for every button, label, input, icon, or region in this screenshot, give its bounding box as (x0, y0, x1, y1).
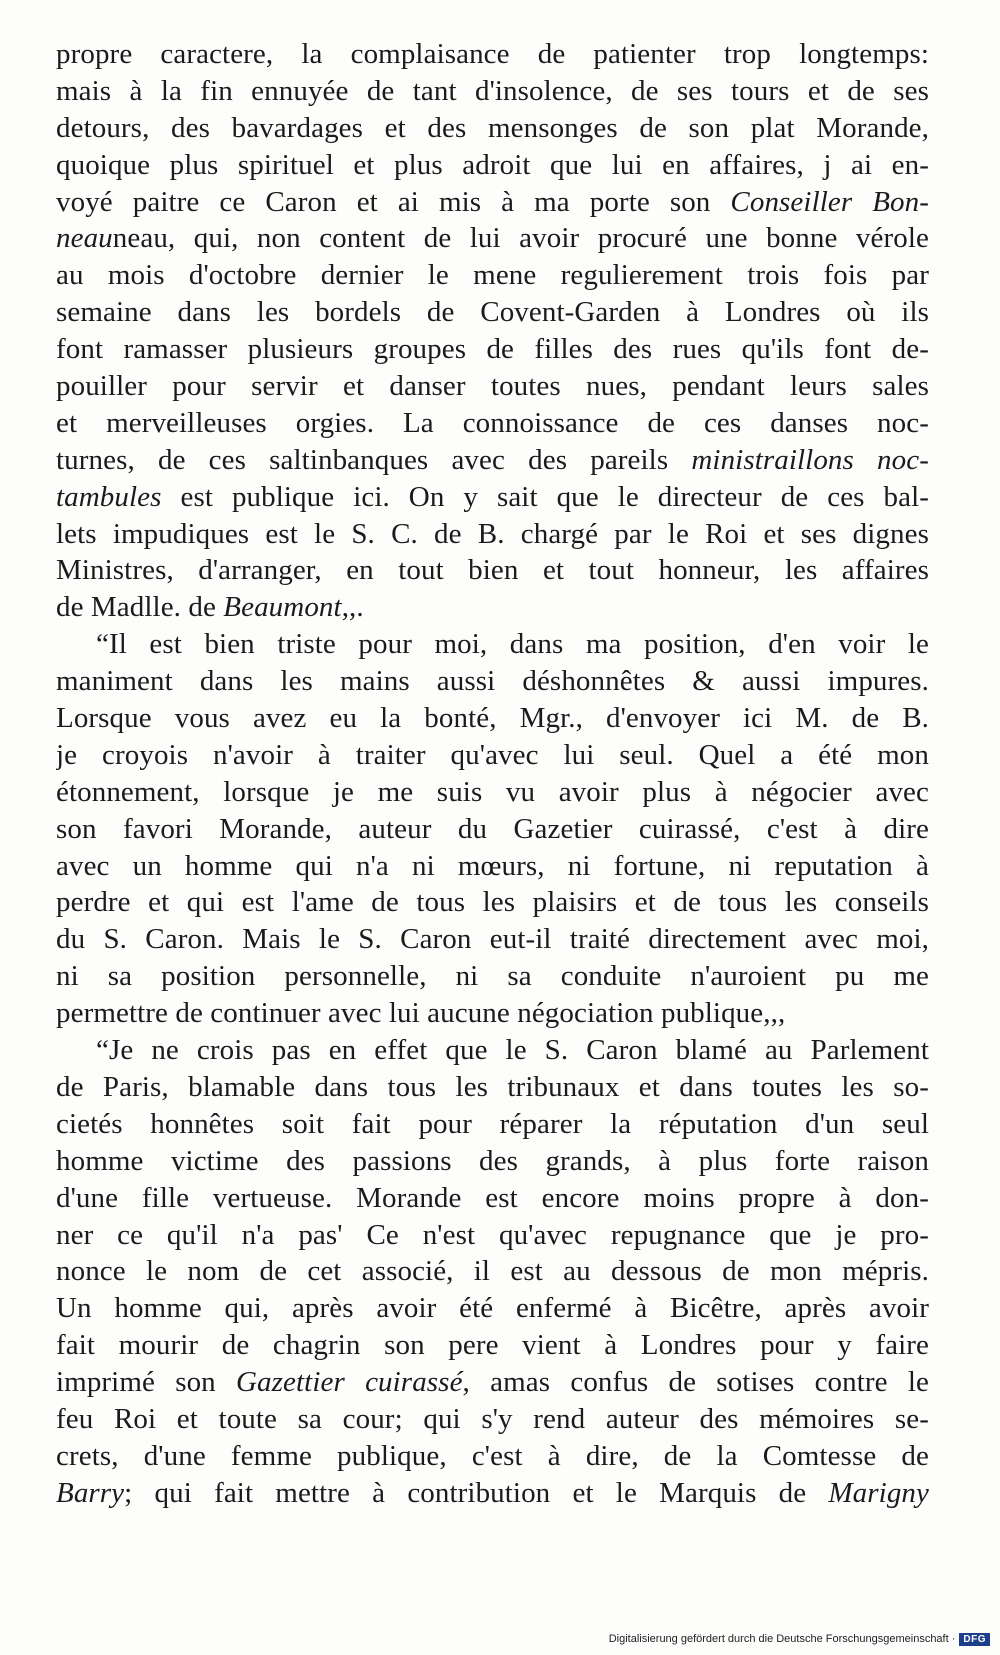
text-line (56, 1475, 929, 1512)
text-line (56, 589, 929, 626)
credit-text: Digitalisierung gefördert durch die Deutsche Forschungsgemeinschaft · (608, 1633, 956, 1645)
text-line: perdre et qui est l'ame de tous les plaisirs et de tous les conseils (56, 886, 929, 919)
text-segment: imprimé son (56, 1366, 237, 1399)
text-line: et merveilleuses orgies. La connoissance de ces danses noc- (56, 406, 929, 439)
text-line: Lorsque vous avez eu la bonté, Mgr., d'envoyer ici M. de B. (56, 702, 929, 735)
text-segment: turnes, de ces saltinbanques avec des pareils (56, 443, 692, 476)
text-line: nonce le nom de cet associé, il est au dessous de mon mépris. (56, 1255, 929, 1288)
text-line: d'une fille vertueuse. Morande est encore moins propre à don- (56, 1181, 929, 1214)
text-line: Ministres, d'arranger, en tout bien et tout honneur, les affaires (56, 554, 929, 587)
text-line: ni sa position personnelle, ni sa conduite n'auroient pu me (56, 960, 929, 993)
italic-term: ministraillons noc- (691, 443, 929, 476)
text-line: fait mourir de chagrin son pere vient à Londres pour y faire (56, 1329, 929, 1362)
text-line (56, 184, 929, 221)
text-segment: , amas confus de sotises contre le (462, 1366, 929, 1399)
text-line: semaine dans les bordels de Covent-Garden à Londres où ils (56, 296, 929, 329)
text-line: son favori Morande, auteur du Gazetier cuirassé, c'est à dire (56, 812, 929, 845)
text-line (56, 479, 929, 516)
page-text (56, 36, 929, 1512)
text-line: au mois d'octobre dernier le mene regulierement trois fois par (56, 259, 929, 292)
paragraph-start-line: “Je ne crois pas en effet que le S. Caron blamé au Parlement (96, 1034, 929, 1067)
text-line: ner ce qu'il n'a pas' Ce n'est qu'avec repugnance que je pro- (56, 1218, 929, 1251)
text-segment: de Madlle. de (56, 591, 224, 624)
text-line (56, 220, 929, 257)
text-line: propre caractere, la complaisance de patienter trop longtemps: (56, 38, 929, 70)
text-line: detours, des bavardages et des mensonges de son plat Morande, (56, 111, 929, 144)
text-line: homme victime des passions des grands, à plus forte raison (56, 1144, 929, 1177)
italic-term: Conseiller Bon- (730, 185, 929, 218)
text-line: Un homme qui, après avoir été enfermé à Bicêtre, après avoir (56, 1292, 929, 1325)
text-line: pouiller pour servir et danser toutes nues, pendant leurs sales (56, 370, 929, 403)
italic-term: Beaumont (223, 591, 342, 624)
text-line: mais à la fin ennuyée de tant d'insolence, de ses tours et de ses (56, 74, 929, 107)
text-segment: voyé paitre ce Caron et ai mis à ma porte son (56, 185, 731, 218)
paragraph-start-line: “Il est bien triste pour moi, dans ma position, d'en voir le (96, 628, 929, 661)
digitization-credit (609, 1629, 990, 1649)
text-segment: ,,. (341, 591, 364, 624)
text-line: quoique plus spirituel et plus adroit que lui en affaires, j ai en- (56, 148, 929, 181)
text-line (56, 442, 929, 479)
text-segment: ; qui fait mettre à contribution et le Marquis de (124, 1476, 829, 1509)
text-segment: neau, qui, non content de lui avoir procuré une bonne vérole (112, 222, 929, 255)
text-line (56, 1364, 929, 1401)
text-line: de Paris, blamable dans tous les tribunaux et dans toutes les so- (56, 1070, 929, 1103)
italic-term: Gazettier cuirassé (236, 1366, 463, 1399)
italic-term: neau (56, 222, 113, 255)
italic-term: Barry (56, 1476, 125, 1509)
text-line: cietés honnêtes soit fait pour réparer la réputation d'un seul (56, 1107, 929, 1140)
text-line: du S. Caron. Mais le S. Caron eut-il traité directement avec moi, (56, 923, 929, 956)
text-line: maniment dans les mains aussi déshonnêtes & aussi impures. (56, 665, 929, 698)
text-segment: est publique ici. On y sait que le directeur de ces bal- (161, 480, 929, 513)
italic-term: Marigny (828, 1476, 929, 1509)
text-line: je croyois n'avoir à traiter qu'avec lui seul. Quel a été mon (56, 738, 929, 771)
text-line: permettre de continuer avec lui aucune négociation publique,,, (56, 997, 786, 1030)
text-line: avec un homme qui n'a ni mœurs, ni fortune, ni reputation à (56, 849, 929, 882)
dfg-logo: DFG (959, 1633, 990, 1646)
text-line: crets, d'une femme publique, c'est à dire, de la Comtesse de (56, 1439, 929, 1472)
text-line: étonnement, lorsque je me suis vu avoir plus à négocier avec (56, 775, 929, 808)
text-line: font ramasser plusieurs groupes de filles des rues qu'ils font de- (56, 333, 929, 366)
text-line: lets impudiques est le S. C. de B. chargé par le Roi et ses dignes (56, 517, 929, 550)
text-line: feu Roi et toute sa cour; qui s'y rend auteur des mémoires se- (56, 1402, 929, 1435)
italic-term: tambules (56, 480, 162, 513)
